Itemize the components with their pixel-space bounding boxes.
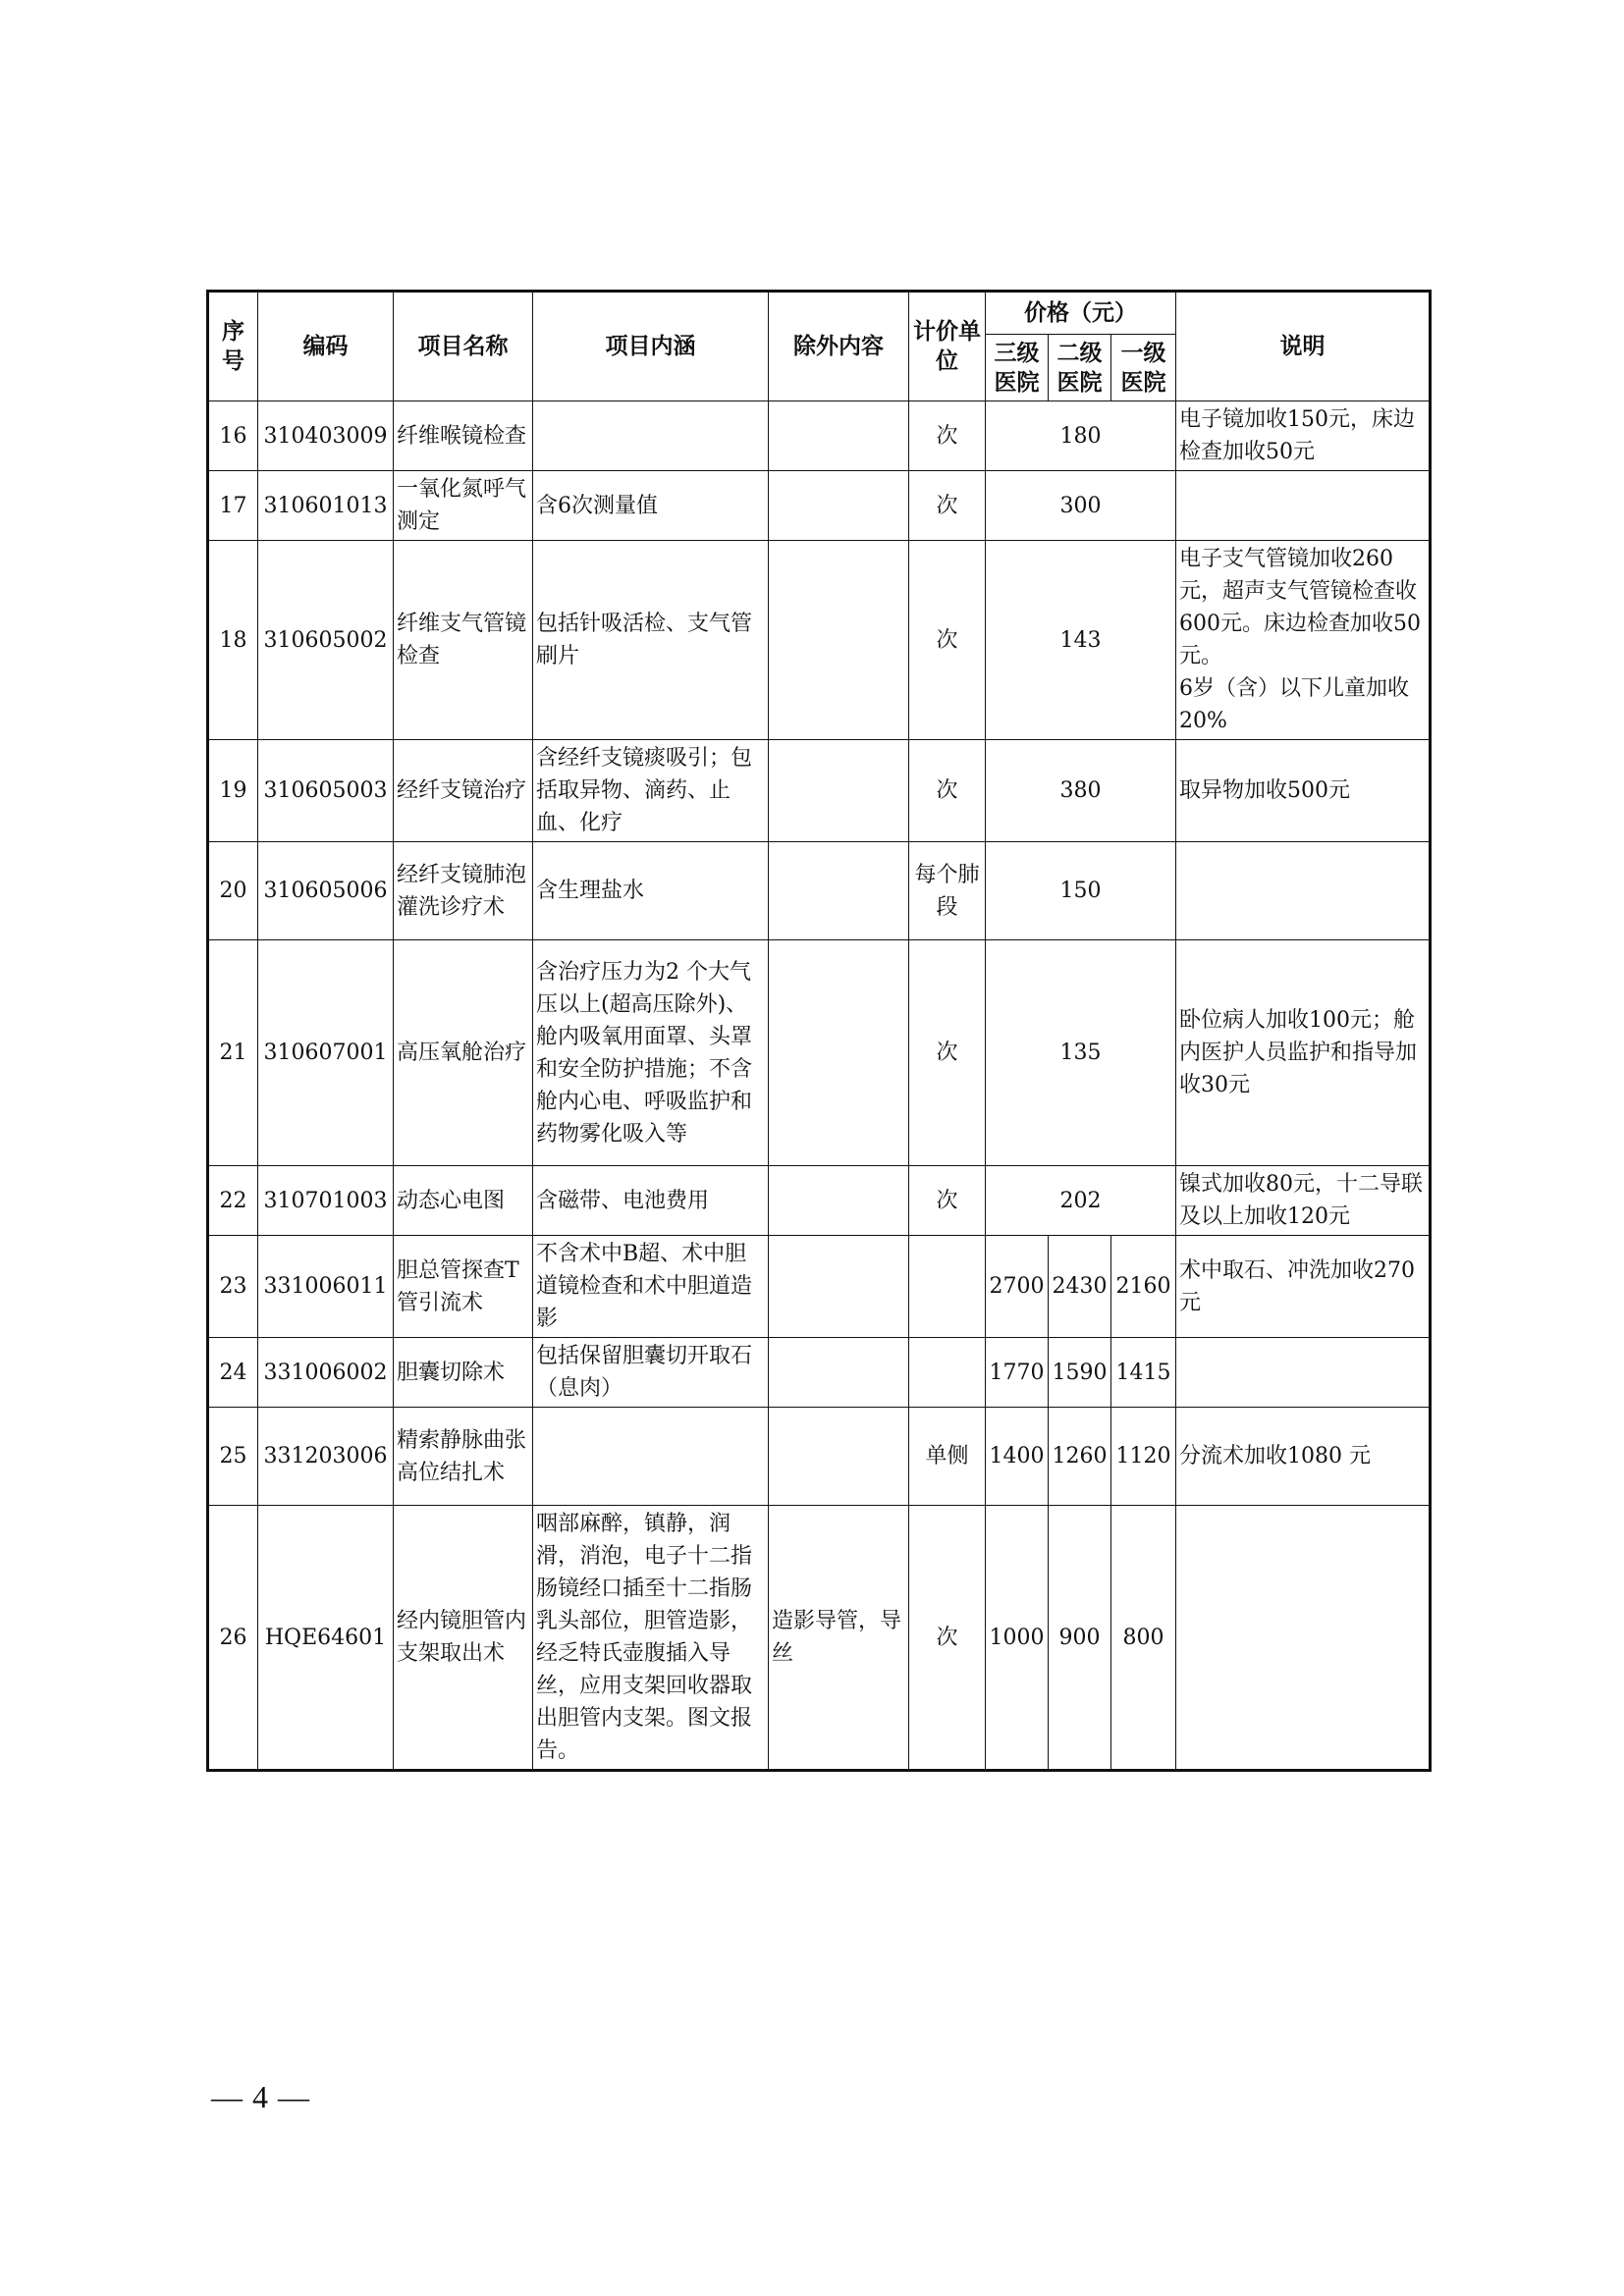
cell-seq: 24 xyxy=(208,1338,258,1408)
cell-content: 含磁带、电池费用 xyxy=(533,1166,769,1236)
header-name: 项目名称 xyxy=(394,292,533,401)
cell-unit: 单侧 xyxy=(909,1408,986,1506)
cell-code: 310605003 xyxy=(258,740,394,842)
cell-unit xyxy=(909,1338,986,1408)
cell-code: 331006011 xyxy=(258,1236,394,1338)
cell-note xyxy=(1176,842,1431,940)
cell-excluded xyxy=(769,842,909,940)
cell-name: 高压氧舱治疗 xyxy=(394,940,533,1166)
cell-content: 含6次测量值 xyxy=(533,471,769,541)
cell-price-level2: 1590 xyxy=(1049,1338,1111,1408)
cell-name: 经纤支镜治疗 xyxy=(394,740,533,842)
cell-content: 包括保留胆囊切开取石（息肉） xyxy=(533,1338,769,1408)
cell-note xyxy=(1176,471,1431,541)
cell-note: 镍式加收80元，十二导联及以上加收120元 xyxy=(1176,1166,1431,1236)
cell-content: 含经纤支镜痰吸引；包括取异物、滴药、止血、化疗 xyxy=(533,740,769,842)
cell-price: 143 xyxy=(986,541,1176,740)
cell-excluded xyxy=(769,940,909,1166)
cell-content: 含生理盐水 xyxy=(533,842,769,940)
cell-name: 胆总管探查T管引流术 xyxy=(394,1236,533,1338)
cell-excluded: 造影导管，导丝 xyxy=(769,1506,909,1771)
cell-price-level1: 1415 xyxy=(1111,1338,1176,1408)
cell-price-level3: 2700 xyxy=(986,1236,1049,1338)
header-level3: 三级医院 xyxy=(986,335,1049,401)
cell-excluded xyxy=(769,401,909,471)
cell-excluded xyxy=(769,1236,909,1338)
cell-name: 纤维喉镜检查 xyxy=(394,401,533,471)
cell-code: 310403009 xyxy=(258,401,394,471)
cell-content xyxy=(533,1408,769,1506)
table-row xyxy=(208,1506,1431,1771)
cell-name: 一氧化氮呼气测定 xyxy=(394,471,533,541)
cell-price: 180 xyxy=(986,401,1176,471)
cell-note: 术中取石、冲洗加收270元 xyxy=(1176,1236,1431,1338)
table-row xyxy=(208,1338,1431,1408)
cell-price: 150 xyxy=(986,842,1176,940)
cell-excluded xyxy=(769,740,909,842)
header-seq: 序号 xyxy=(208,292,258,401)
cell-code: 310607001 xyxy=(258,940,394,1166)
header-level1: 一级医院 xyxy=(1111,335,1176,401)
cell-name: 经纤支镜肺泡灌洗诊疗术 xyxy=(394,842,533,940)
cell-code: HQE64601 xyxy=(258,1506,394,1771)
cell-note: 取异物加收500元 xyxy=(1176,740,1431,842)
cell-note: 卧位病人加收100元；舱内医护人员监护和指导加收30元 xyxy=(1176,940,1431,1166)
table-row xyxy=(208,401,1431,471)
cell-code: 310605006 xyxy=(258,842,394,940)
cell-note xyxy=(1176,1338,1431,1408)
cell-seq: 19 xyxy=(208,740,258,842)
cell-unit xyxy=(909,1236,986,1338)
cell-name: 纤维支气管镜检查 xyxy=(394,541,533,740)
table-row xyxy=(208,1408,1431,1506)
cell-seq: 23 xyxy=(208,1236,258,1338)
cell-price-level2: 1260 xyxy=(1049,1408,1111,1506)
header-content: 项目内涵 xyxy=(533,292,769,401)
cell-unit: 每个肺段 xyxy=(909,842,986,940)
cell-unit: 次 xyxy=(909,1506,986,1771)
cell-content: 咽部麻醉，镇静，润滑，消泡，电子十二指肠镜经口插至十二指肠乳头部位，胆管造影，经乏特氏壶腹插入导丝，应用支架回收器取出胆管内支架。图文报告。 xyxy=(533,1506,769,1771)
table-row xyxy=(208,940,1431,1166)
table-row xyxy=(208,1236,1431,1338)
header-note: 说明 xyxy=(1176,292,1431,401)
table-row xyxy=(208,842,1431,940)
cell-price-level2: 2430 xyxy=(1049,1236,1111,1338)
cell-seq: 17 xyxy=(208,471,258,541)
cell-seq: 26 xyxy=(208,1506,258,1771)
header-level2: 二级医院 xyxy=(1049,335,1111,401)
cell-price-level3: 1000 xyxy=(986,1506,1049,1771)
table-row xyxy=(208,1166,1431,1236)
cell-content xyxy=(533,401,769,471)
header-price-group: 价格（元） xyxy=(986,292,1176,335)
cell-excluded xyxy=(769,1166,909,1236)
cell-excluded xyxy=(769,471,909,541)
cell-excluded xyxy=(769,1408,909,1506)
cell-name: 经内镜胆管内支架取出术 xyxy=(394,1506,533,1771)
cell-price: 300 xyxy=(986,471,1176,541)
cell-note: 分流术加收1080 元 xyxy=(1176,1408,1431,1506)
cell-code: 310701003 xyxy=(258,1166,394,1236)
cell-code: 310605002 xyxy=(258,541,394,740)
cell-unit: 次 xyxy=(909,940,986,1166)
cell-price: 135 xyxy=(986,940,1176,1166)
price-table xyxy=(206,290,1432,1772)
cell-seq: 21 xyxy=(208,940,258,1166)
page-number: — 4 — xyxy=(211,2079,310,2114)
cell-price-level1: 2160 xyxy=(1111,1236,1176,1338)
cell-code: 331006002 xyxy=(258,1338,394,1408)
header-code: 编码 xyxy=(258,292,394,401)
cell-seq: 18 xyxy=(208,541,258,740)
table-body xyxy=(208,401,1431,1771)
cell-unit: 次 xyxy=(909,401,986,471)
table-row xyxy=(208,541,1431,740)
cell-price: 380 xyxy=(986,740,1176,842)
cell-price-level1: 1120 xyxy=(1111,1408,1176,1506)
cell-note xyxy=(1176,1506,1431,1771)
cell-price: 202 xyxy=(986,1166,1176,1236)
cell-note: 电子镜加收150元，床边检查加收50元 xyxy=(1176,401,1431,471)
cell-seq: 22 xyxy=(208,1166,258,1236)
cell-price-level2: 900 xyxy=(1049,1506,1111,1771)
cell-code: 310601013 xyxy=(258,471,394,541)
table-row xyxy=(208,740,1431,842)
cell-excluded xyxy=(769,541,909,740)
cell-content: 不含术中B超、术中胆道镜检查和术中胆道造影 xyxy=(533,1236,769,1338)
cell-content: 含治疗压力为2 个大气压以上(超高压除外)、舱内吸氧用面罩、头罩和安全防护措施；不含舱内心电、呼吸监护和药物雾化吸入等 xyxy=(533,940,769,1166)
cell-note: 电子支气管镜加收260元，超声支气管镜检查收600元。床边检查加收50元。 6岁（含）以下儿童加收20% xyxy=(1176,541,1431,740)
cell-price-level1: 800 xyxy=(1111,1506,1176,1771)
cell-name: 动态心电图 xyxy=(394,1166,533,1236)
cell-price-level3: 1400 xyxy=(986,1408,1049,1506)
cell-unit: 次 xyxy=(909,541,986,740)
cell-code: 331203006 xyxy=(258,1408,394,1506)
cell-name: 精索静脉曲张高位结扎术 xyxy=(394,1408,533,1506)
cell-excluded xyxy=(769,1338,909,1408)
header-unit: 计价单位 xyxy=(909,292,986,401)
cell-unit: 次 xyxy=(909,1166,986,1236)
cell-seq: 25 xyxy=(208,1408,258,1506)
cell-price-level3: 1770 xyxy=(986,1338,1049,1408)
header-excluded: 除外内容 xyxy=(769,292,909,401)
cell-unit: 次 xyxy=(909,740,986,842)
cell-name: 胆囊切除术 xyxy=(394,1338,533,1408)
cell-seq: 16 xyxy=(208,401,258,471)
cell-content: 包括针吸活检、支气管刷片 xyxy=(533,541,769,740)
cell-unit: 次 xyxy=(909,471,986,541)
cell-seq: 20 xyxy=(208,842,258,940)
table-row xyxy=(208,471,1431,541)
